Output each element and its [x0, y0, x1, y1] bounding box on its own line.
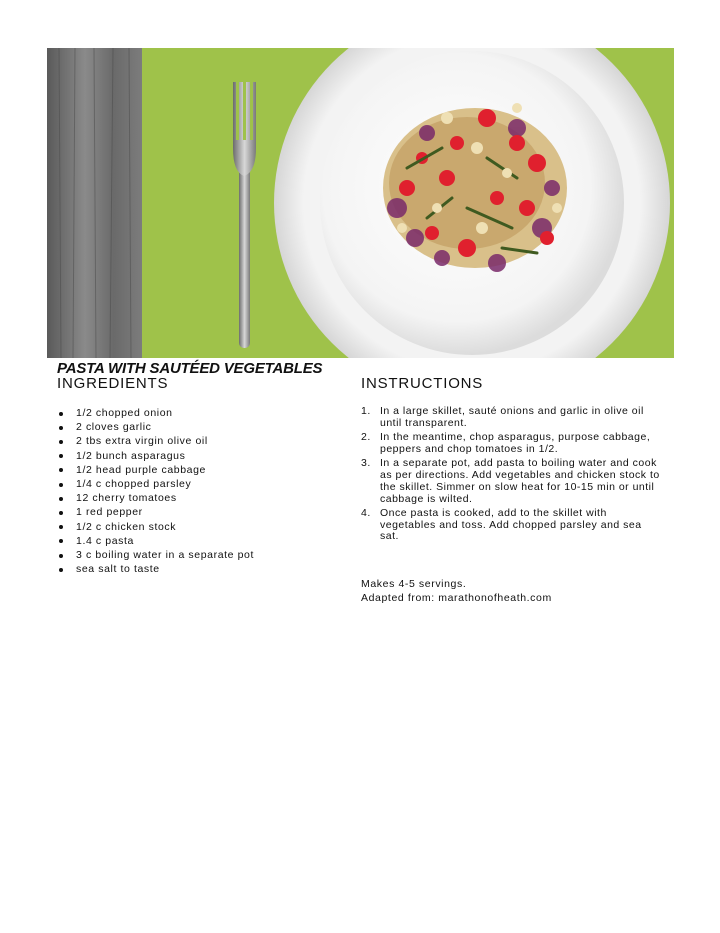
step-number: 1.: [361, 405, 371, 417]
step-number: 2.: [361, 431, 371, 444]
hero-photo: [47, 48, 674, 358]
step-text: In a separate pot, add pasta to boiling water and cook as per directions. Add vegetables and chicken stock to the skillet. Simmer on slow heat for 10-15 min or until cabbage is wilted.: [380, 457, 660, 505]
ingredients-heading: INGREDIENTS: [57, 375, 169, 392]
ingredients-list: [57, 406, 347, 576]
list-item: 1/2 bunch asparagus: [57, 449, 347, 463]
instructions-heading: INSTRUCTIONS: [361, 375, 484, 392]
table-setting-illustration: [47, 48, 674, 358]
list-item: 3 c boiling water in a separate pot: [57, 548, 347, 562]
step-number: 4.: [361, 506, 371, 519]
list-item: 2 cloves garlic: [57, 420, 347, 434]
instruction-step: [361, 432, 661, 456]
list-item: 1/4 c chopped parsley: [57, 477, 347, 491]
list-item: 1 red pepper: [57, 505, 347, 519]
recipe-footer: [361, 578, 552, 605]
list-item: 1/2 c chicken stock: [57, 520, 347, 534]
list-item: 1/2 chopped onion: [57, 406, 347, 420]
list-item: sea salt to taste: [57, 562, 347, 576]
instruction-step: [361, 508, 661, 543]
step-text: In a large skillet, sauté onions and garlic in olive oil until transparent.: [380, 405, 644, 429]
instructions-list: [361, 406, 661, 546]
list-item: 2 tbs extra virgin olive oil: [57, 434, 347, 448]
recipe-title: PASTA WITH SAUTÉED VEGETABLES: [57, 360, 323, 377]
instruction-step: [361, 406, 661, 430]
servings-text: Makes 4-5 servings.: [361, 578, 467, 590]
step-text: In the meantime, chop asparagus, purpose cabbage, peppers and chop tomatoes in 1/2.: [380, 431, 651, 455]
step-text: Once pasta is cooked, add to the skillet with vegetables and toss. Add chopped parsley and sea sat.: [380, 506, 642, 543]
instruction-step: [361, 458, 661, 505]
source-text: Adapted from: marathonofheath.com: [361, 591, 552, 604]
list-item: 12 cherry tomatoes: [57, 491, 347, 505]
list-item: 1.4 c pasta: [57, 534, 347, 548]
list-item: 1/2 head purple cabbage: [57, 463, 347, 477]
step-number: 3.: [361, 457, 371, 470]
